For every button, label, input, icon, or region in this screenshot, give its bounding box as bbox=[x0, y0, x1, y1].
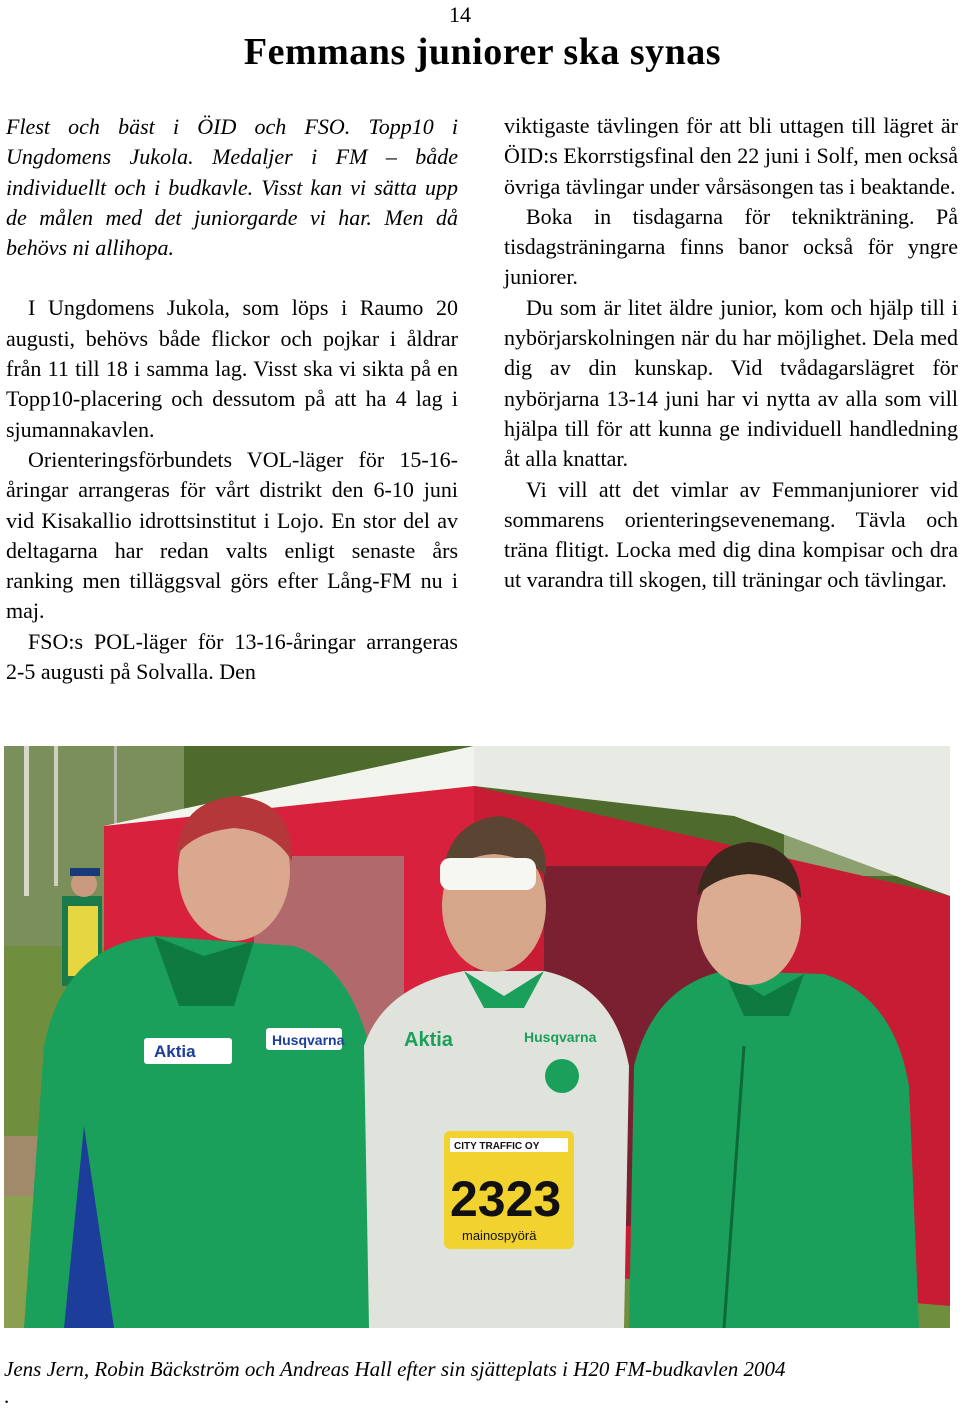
article-title: Femmans juniorer ska synas bbox=[243, 31, 722, 73]
left-paragraph-3: FSO:s POL-läger för 13-16-åringar arrangeras 2-5 augusti på Solvalla. Den bbox=[6, 628, 458, 685]
photo-caption: Jens Jern, Robin Bäckström och Andreas Hall efter sin sjätteplats i H20 FM-budkavlen 2004 bbox=[4, 1357, 786, 1381]
bib-number: 2323 bbox=[450, 1171, 562, 1227]
bib-sponsor: mainospyörä bbox=[462, 1228, 537, 1243]
right-column bbox=[504, 111, 958, 596]
jacket-logo-2: Husqvarna bbox=[272, 1032, 345, 1048]
right-paragraph-2: Boka in tisdagarna för teknikträning. På tisdagsträningarna finns banor också för yngre juniorer. bbox=[504, 203, 958, 290]
shirt-logo-2: Husqvarna bbox=[524, 1029, 597, 1045]
left-paragraph-1: I Ungdomens Jukola, som löps i Raumo 20 augusti, behövs både flickor och pojkar i åldrar från 11 till 18 i samma lag. Visst ska vi sikta på en Topp10-placering och dessutom på att ha 4 lag i sjumannakavlen. bbox=[6, 295, 458, 442]
team-photo-illustration bbox=[4, 746, 950, 1328]
team-photo bbox=[4, 746, 950, 1328]
bib-header: CITY TRAFFIC OY bbox=[454, 1141, 540, 1152]
right-paragraph-1: viktigaste tävlingen för att bli uttagen till lägret är ÖID:s Ekorrstigsfinal den 22 juni i Solf, men också övriga tävlingar under vårsäsongen tas i beaktande. bbox=[504, 113, 958, 199]
caption-trailing-dot: . bbox=[4, 1384, 10, 1408]
shirt-logo-1: Aktia bbox=[404, 1029, 453, 1051]
jacket-logo-1: Aktia bbox=[154, 1042, 196, 1061]
right-paragraph-4: Vi vill att det vimlar av Femmanjuniorer vid sommarens orienteringsevenemang. Tävla och träna flitigt. Locka med dig dina kompisar och dra ut varandra till skogen, till träningar och tävlingar. bbox=[504, 476, 958, 593]
article-intro: Flest och bäst i ÖID och FSO. Topp10 i Ungdomens Jukola. Medaljer i FM – både individuellt och i budkavle. Visst kan vi sätta upp de målen med det juniorgarde vi har. Men då behövs ni allihopa. bbox=[6, 114, 458, 261]
right-paragraph-3: Du som är litet äldre junior, kom och hjälp till i nybörjarskolningen när du har möjlighet. Dela med dig av din kunskap. Vid tvådagarslägret för nybörjarna 13-14 juni har vi nytta av alla som vill hjälpa till för att kunna ge individuell handledning åt alla knattar. bbox=[504, 294, 958, 472]
left-column bbox=[6, 112, 458, 687]
left-paragraph-2: Orienteringsförbundets VOL-läger för 15-16-åringar arrangeras för vårt distrikt den 6-10 juni vid Kisakallio idrottsinstitut i Lojo. En stor del av deltagarna har redan valts enligt senaste års ranking men tilläggsval görs efter Lång-FM nu i maj. bbox=[6, 446, 458, 624]
page-number: 14 bbox=[449, 2, 471, 27]
